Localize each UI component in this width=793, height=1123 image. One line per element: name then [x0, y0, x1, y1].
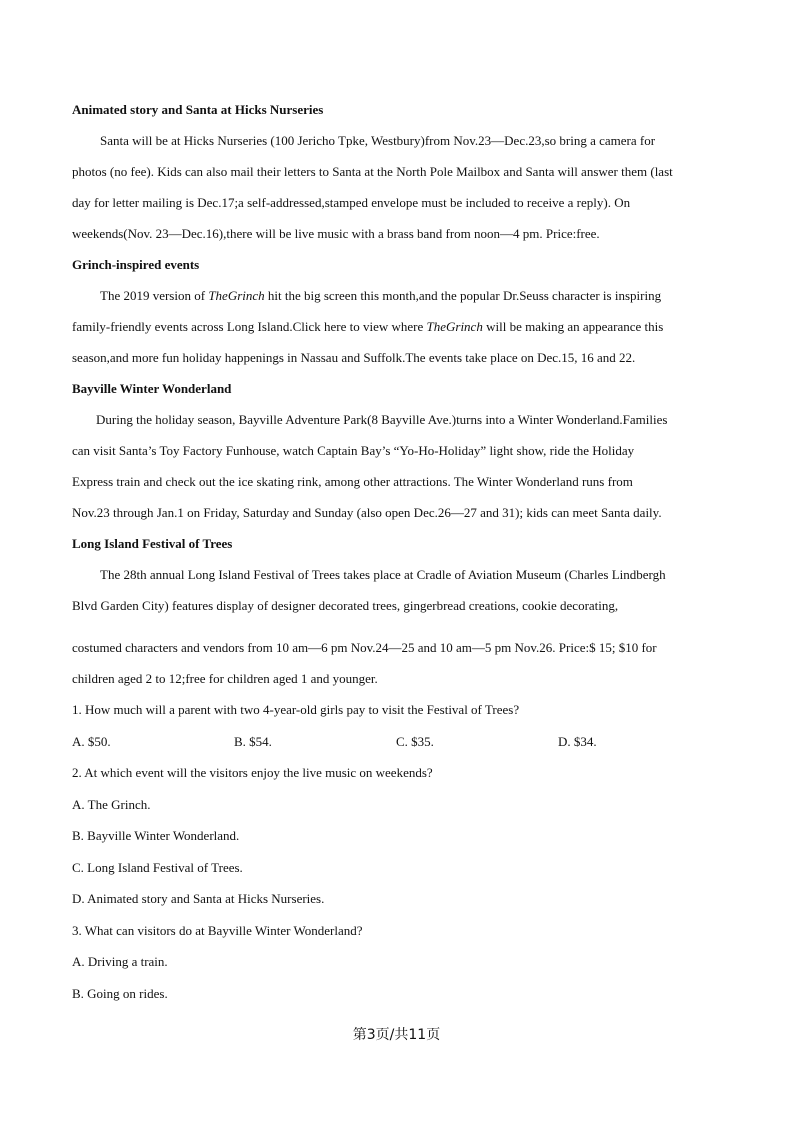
- question-1-options: [72, 726, 722, 758]
- question-2-option-c: C. Long Island Festival of Trees.: [72, 859, 243, 875]
- bayville-line-1: During the holiday season, Bayville Adventure Park(8 Bayville Ave.)turns into a Winter Wonderland.Families: [96, 412, 668, 427]
- section-title-festival: Long Island Festival of Trees: [72, 536, 233, 551]
- grinch-line-2-b: will be making an appearance this: [482, 319, 664, 334]
- bayville-line-2: can visit Santa’s Toy Factory Funhouse, watch Captain Bay’s “Yo-Ho-Holiday” light show, ride the Holiday: [72, 443, 635, 458]
- hicks-line-2: photos (no fee). Kids can also mail their letters to Santa at the North Pole Mailbox and Santa will answer them (last: [72, 164, 673, 179]
- document-body: [72, 94, 722, 1009]
- question-2-option-b: B. Bayville Winter Wonderland.: [72, 828, 240, 843]
- question-1-option-b: B. $54.: [234, 733, 272, 749]
- festival-line-1: The 28th annual Long Island Festival of Trees takes place at Cradle of Aviation Museum (Charles Lindbergh: [100, 567, 666, 582]
- festival-line-2: Blvd Garden City) features display of designer decorated trees, gingerbread creations, cookie decorating,: [72, 598, 619, 613]
- grinch-line-1-a: The 2019 version of: [100, 288, 209, 303]
- section-title-bayville: Bayville Winter Wonderland: [72, 381, 232, 396]
- festival-line-4: children aged 2 to 12;free for children aged 1 and younger.: [72, 671, 378, 686]
- grinch-line-2: [72, 311, 722, 342]
- bayville-line-4: Nov.23 through Jan.1 on Friday, Saturday and Sunday (also open Dec.26—27 and 31); kids can meet Santa daily.: [72, 505, 662, 520]
- hicks-line-1: Santa will be at Hicks Nurseries (100 Jericho Tpke, Westbury)from Nov.23—Dec.23,so bring a camera for: [100, 133, 656, 148]
- grinch-line-2-a: family-friendly events across Long Island.Click here to view where: [72, 319, 427, 334]
- grinch-line-1-b: hit the big screen this month,and the popular Dr.Seuss character is inspiring: [264, 288, 662, 303]
- section-title-grinch: Grinch-inspired events: [72, 257, 200, 272]
- question-2-option-a: A. The Grinch.: [72, 796, 151, 812]
- question-1-option-c: C. $35.: [396, 733, 434, 749]
- grinch-title-italic-2: TheGrinch: [426, 319, 483, 334]
- question-1-option-d: D. $34.: [558, 733, 597, 749]
- question-2-option-d: D. Animated story and Santa at Hicks Nurseries.: [72, 891, 325, 906]
- question-1-option-a: A. $50.: [72, 733, 111, 749]
- question-3-stem: 3. What can visitors do at Bayville Winter Wonderland?: [72, 922, 363, 938]
- page-number: 第3页/共11页: [352, 1027, 441, 1043]
- hicks-line-3: day for letter mailing is Dec.17;a self-addressed,stamped envelope must be included to receive a reply). On: [72, 195, 631, 210]
- section-title-hicks: Animated story and Santa at Hicks Nurseries: [72, 102, 324, 117]
- grinch-line-3: season,and more fun holiday happenings in Nassau and Suffolk.The events take place on Dec.15, 16 and 22.: [72, 350, 636, 365]
- question-2-stem: 2. At which event will the visitors enjoy the live music on weekends?: [72, 765, 433, 780]
- question-1-stem: 1. How much will a parent with two 4-year-old girls pay to visit the Festival of Trees?: [72, 702, 520, 717]
- question-3-option-b: B. Going on rides.: [72, 985, 168, 1001]
- hicks-line-4: weekends(Nov. 23—Dec.16),there will be live music with a brass band from noon—4 pm. Price:free.: [72, 226, 600, 241]
- festival-line-3: costumed characters and vendors from 10 am—6 pm Nov.24—25 and 10 am—5 pm Nov.26. Price:$ 15; $10 for: [72, 640, 657, 655]
- grinch-title-italic: TheGrinch: [208, 288, 265, 303]
- grinch-line-1: [72, 280, 722, 311]
- question-3-option-a: A. Driving a train.: [72, 954, 168, 969]
- bayville-line-3: Express train and check out the ice skating rink, among other attractions. The Winter Wonderland runs from: [72, 474, 633, 489]
